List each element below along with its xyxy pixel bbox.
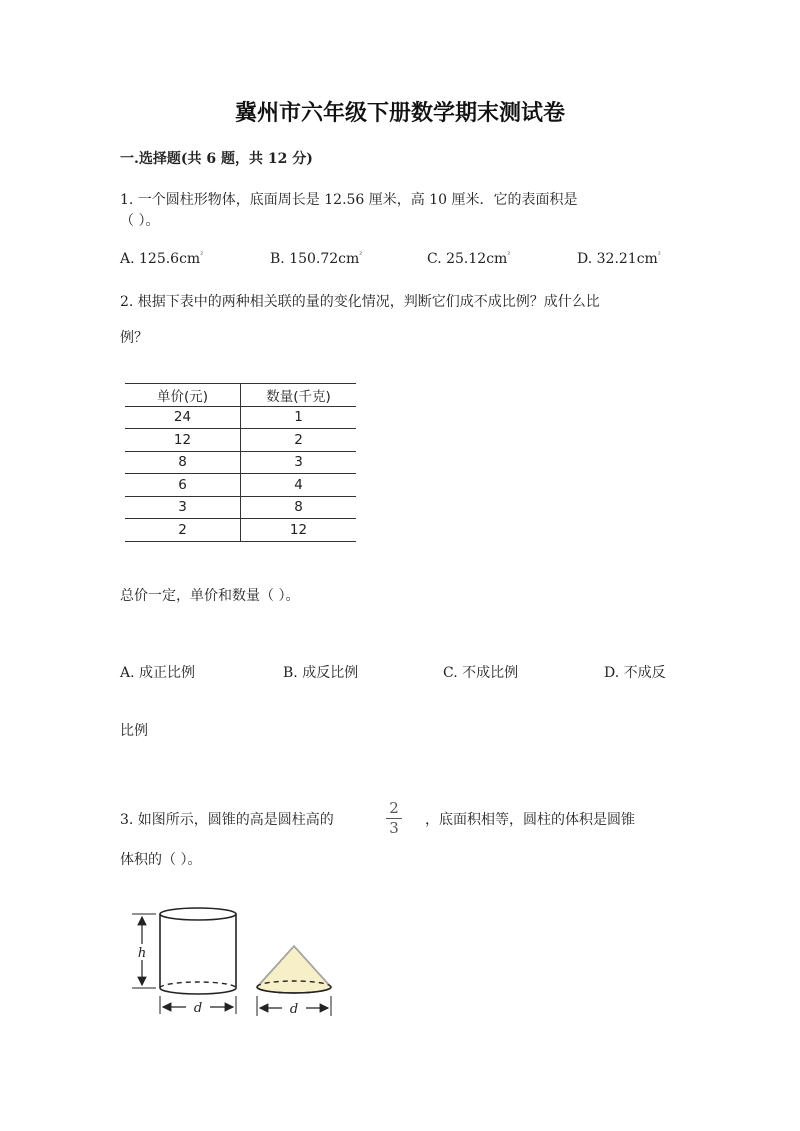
table-cell: 8 (241, 496, 357, 519)
table-row (125, 429, 356, 452)
q2-line1: 2. 根据下表中的两种相关联的量的变化情况，判断它们成不成比例？成什么比 (120, 294, 600, 310)
q2-question: 总价一定，单价和数量（ ）。 (120, 588, 300, 604)
table-row (125, 519, 356, 542)
q1-line2: （ ）。 (120, 213, 160, 229)
q2-option-b[interactable]: B. 成反比例 (283, 665, 359, 681)
cylinder-diameter-dimension (160, 996, 236, 1016)
q2-option-d[interactable]: D. 不成反 (604, 665, 666, 681)
table-cell: 2 (241, 429, 357, 452)
table-row (125, 451, 356, 474)
q2-line2: 例？ (120, 330, 148, 346)
q1-line1: 1. 一个圆柱形物体，底面周长是 12.56 厘米，高 10 厘米．它的表面积是 (120, 192, 578, 208)
table-row (125, 474, 356, 497)
height-dimension (132, 914, 156, 988)
q2-option-d-continued: 比例 (120, 723, 148, 739)
table-cell: 3 (241, 451, 357, 474)
table-cell: 4 (241, 474, 357, 497)
page-title: 冀州市六年级下册数学期末测试卷 (234, 100, 565, 126)
q2-option-c[interactable]: C. 不成比例 (443, 665, 519, 681)
table-cell: 12 (241, 519, 357, 542)
table-header: 单价(元) (125, 384, 241, 407)
table-cell: 3 (125, 496, 241, 519)
table-cell: 2 (125, 519, 241, 542)
height-label: h (137, 946, 147, 961)
q1-option-c[interactable]: C. $25.12cm^{^2}$ (427, 251, 511, 267)
table-cell: 24 (125, 406, 241, 429)
table-cell: 12 (125, 429, 241, 452)
q3-text-after: ，底面积相等，圆柱的体积是圆锥 (425, 812, 635, 828)
fraction-denominator: 3 (389, 819, 399, 837)
fraction-numerator: 2 (389, 799, 399, 817)
q1-option-b[interactable]: B. $150.72cm^{^2}$ (270, 251, 363, 267)
q3-line2: 体积的（ ）。 (120, 852, 202, 868)
price-quantity-table (125, 383, 356, 542)
table-header: 数量(千克) (241, 384, 357, 407)
cylinder-diameter-label: d (193, 1001, 203, 1016)
section-heading: 一.选择题(共 6 题，共 12 分) (120, 151, 313, 167)
table-row (125, 406, 356, 429)
q1-option-d[interactable]: D. $32.21cm^{^2}$ (577, 251, 661, 267)
fraction-two-thirds (384, 800, 404, 837)
table-cell: 8 (125, 451, 241, 474)
table-cell: 1 (241, 406, 357, 429)
cylinder (160, 908, 236, 994)
cone-diameter-dimension (257, 996, 331, 1017)
table-header-row (125, 384, 356, 407)
q2-option-a[interactable]: A. 成正比例 (120, 665, 196, 681)
cone (257, 946, 331, 993)
table-cell: 6 (125, 474, 241, 497)
q1-option-a[interactable]: A. $125.6cm^{^2}$ (120, 251, 204, 267)
table-row (125, 496, 356, 519)
q3-text-before: 3. 如图所示，圆锥的高是圆柱高的 (120, 812, 334, 828)
cylinder-cone-figure (120, 900, 350, 1028)
cone-diameter-label: d (289, 1002, 299, 1017)
